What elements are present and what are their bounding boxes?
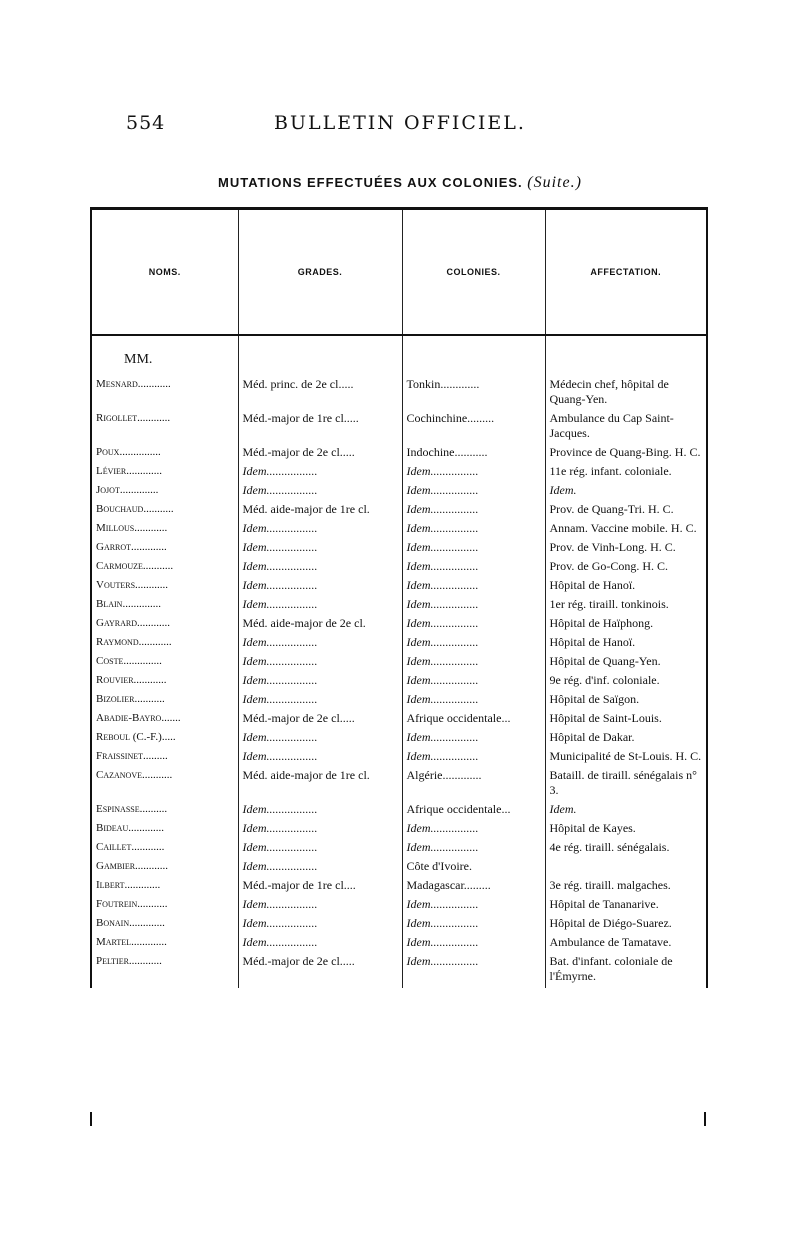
grade-cell: Idem................. [238, 935, 402, 954]
table-row [91, 730, 707, 749]
colony-cell: Côte d'Ivoire. [402, 859, 545, 878]
grade-cell: Idem................. [238, 692, 402, 711]
colony-cell: Idem................ [402, 578, 545, 597]
table-row [91, 916, 707, 935]
table-row [91, 540, 707, 559]
table-row [91, 635, 707, 654]
name-cell: Raymond............ [96, 636, 172, 648]
affectation-cell: Bataill. de tiraill. sénégalais n° 3. [545, 768, 707, 802]
table-row [91, 840, 707, 859]
colony-cell: Idem................ [402, 540, 545, 559]
affectation-cell [545, 859, 707, 878]
name-cell: Blain.............. [96, 598, 161, 610]
name-cell: Peltier............ [96, 955, 162, 967]
affectation-cell: Annam. Vaccine mobile. H. C. [545, 521, 707, 540]
table-row [91, 521, 707, 540]
grade-cell: Idem................. [238, 464, 402, 483]
running-title: BULLETIN OFFICIEL. [274, 112, 526, 134]
table-row [91, 464, 707, 483]
grade-cell: Idem................. [238, 654, 402, 673]
affectation-cell: 4e rég. tiraill. sénégalais. [545, 840, 707, 859]
affectation-cell: Prov. de Vinh-Long. H. C. [545, 540, 707, 559]
grade-cell: Idem................. [238, 749, 402, 768]
grade-cell: Méd.-major de 1re cl.... [238, 878, 402, 897]
column-header-colonies: COLONIES. [402, 209, 545, 336]
colony-cell: Idem................ [402, 916, 545, 935]
mutations-table [90, 207, 708, 988]
mm-row [91, 335, 707, 377]
affectation-cell: Hôpital de Haïphong. [545, 616, 707, 635]
table-row [91, 673, 707, 692]
mm-label: MM. [124, 352, 153, 367]
section-title-suite: (Suite.) [527, 174, 582, 191]
table-row [91, 445, 707, 464]
colony-cell: Idem................ [402, 502, 545, 521]
colony-cell: Idem................ [402, 521, 545, 540]
grade-cell: Idem................. [238, 821, 402, 840]
name-cell: Garrot............. [96, 541, 167, 553]
colony-cell: Idem................ [402, 483, 545, 502]
name-cell: Rigollet............ [96, 412, 171, 424]
table-row [91, 749, 707, 768]
affectation-cell: Prov. de Go-Cong. H. C. [545, 559, 707, 578]
grade-cell: Idem................. [238, 730, 402, 749]
table-row [91, 597, 707, 616]
colony-cell: Idem................ [402, 673, 545, 692]
grade-cell: Méd.-major de 2e cl..... [238, 711, 402, 730]
name-cell: Foutrein........... [96, 898, 168, 910]
grade-cell: Idem................. [238, 859, 402, 878]
affectation-cell: 11e rég. infant. coloniale. [545, 464, 707, 483]
column-header-affectation: AFFECTATION. [545, 209, 707, 336]
name-cell: Abadie-Bayro....... [96, 712, 181, 724]
name-cell: Fraissinet......... [96, 750, 168, 762]
table-row [91, 559, 707, 578]
colony-cell: Afrique occidentale... [402, 711, 545, 730]
name-cell: Gayrard............ [96, 617, 170, 629]
column-header-grades: GRADES. [238, 209, 402, 336]
table-row [91, 654, 707, 673]
table-row [91, 502, 707, 521]
colony-cell: Idem................ [402, 897, 545, 916]
section-title-text: MUTATIONS EFFECTUÉES AUX COLONIES. [218, 175, 523, 190]
affectation-cell: Province de Quang-Bing. H. C. [545, 445, 707, 464]
affectation-cell: 9e rég. d'inf. coloniale. [545, 673, 707, 692]
colony-cell: Idem................ [402, 730, 545, 749]
table-bottom-extension [90, 1112, 706, 1126]
colony-cell: Idem................ [402, 464, 545, 483]
table-row [91, 859, 707, 878]
affectation-cell: Ambulance du Cap Saint-Jacques. [545, 411, 707, 445]
colony-cell: Idem................ [402, 821, 545, 840]
grade-cell: Idem................. [238, 916, 402, 935]
column-header-noms: NOMS. [91, 209, 238, 336]
grade-cell: Idem................. [238, 521, 402, 540]
name-cell: Vouters............ [96, 579, 169, 591]
name-cell: Jojot.............. [96, 484, 159, 496]
table-header-row [91, 209, 707, 336]
name-cell: Bideau............. [96, 822, 164, 834]
table-row [91, 935, 707, 954]
grade-cell: Idem................. [238, 673, 402, 692]
page-header [0, 112, 800, 142]
grade-cell: Méd.-major de 2e cl..... [238, 954, 402, 988]
grade-cell: Idem................. [238, 578, 402, 597]
affectation-cell: Idem. [545, 483, 707, 502]
table-row [91, 711, 707, 730]
colony-cell: Idem................ [402, 635, 545, 654]
colony-cell: Tonkin............. [402, 377, 545, 411]
affectation-cell: Idem. [545, 802, 707, 821]
affectation-cell: Hôpital de Hanoï. [545, 635, 707, 654]
name-cell: Lévier............. [96, 465, 163, 477]
grade-cell: Méd. aide-major de 1re cl. [238, 502, 402, 521]
grade-cell: Méd. aide-major de 1re cl. [238, 768, 402, 802]
table-row [91, 377, 707, 411]
section-title [0, 174, 800, 192]
name-cell: Ilbert............. [96, 879, 161, 891]
table-body [91, 335, 707, 988]
page-number: 554 [126, 112, 166, 134]
name-cell: Reboul (C.-F.)..... [96, 731, 176, 743]
colony-cell: Algérie............. [402, 768, 545, 802]
name-cell: Bouchaud........... [96, 503, 174, 515]
table-row [91, 483, 707, 502]
table-row [91, 578, 707, 597]
name-cell: Caillet............ [96, 841, 165, 853]
affectation-cell: Hôpital de Tananarive. [545, 897, 707, 916]
colony-cell: Idem................ [402, 654, 545, 673]
colony-cell: Cochinchine......... [402, 411, 545, 445]
grade-cell: Idem................. [238, 635, 402, 654]
grade-cell: Méd. aide-major de 2e cl. [238, 616, 402, 635]
colony-cell: Afrique occidentale... [402, 802, 545, 821]
table-row [91, 411, 707, 445]
name-cell: Coste.............. [96, 655, 162, 667]
affectation-cell: Hôpital de Quang-Yen. [545, 654, 707, 673]
affectation-cell: Municipalité de St-Louis. H. C. [545, 749, 707, 768]
table-row [91, 821, 707, 840]
table-row [91, 878, 707, 897]
grade-cell: Idem................. [238, 802, 402, 821]
affectation-cell: Hôpital de Hanoï. [545, 578, 707, 597]
name-cell: Carmouze........... [96, 560, 174, 572]
grade-cell: Idem................. [238, 597, 402, 616]
grade-cell: Idem................. [238, 483, 402, 502]
name-cell: Millous............ [96, 522, 168, 534]
table-row [91, 897, 707, 916]
name-cell: Bonain............. [96, 917, 165, 929]
colony-cell: Idem................ [402, 954, 545, 988]
colony-cell: Idem................ [402, 597, 545, 616]
table-row [91, 692, 707, 711]
grade-cell: Méd. princ. de 2e cl..... [238, 377, 402, 411]
affectation-cell: Prov. de Quang-Tri. H. C. [545, 502, 707, 521]
affectation-cell: Hôpital de Saïgon. [545, 692, 707, 711]
name-cell: Martel............. [96, 936, 167, 948]
name-cell: Gambier............ [96, 860, 169, 872]
affectation-cell: Bat. d'infant. coloniale de l'Émyrne. [545, 954, 707, 988]
grade-cell: Méd.-major de 1re cl..... [238, 411, 402, 445]
name-cell: Bizolier........... [96, 693, 165, 705]
name-cell: Mesnard............ [96, 378, 171, 390]
affectation-cell: Médecin chef, hôpital de Quang-Yen. [545, 377, 707, 411]
grade-cell: Idem................. [238, 559, 402, 578]
grade-cell: Idem................. [238, 840, 402, 859]
name-cell: Cazanove........... [96, 769, 173, 781]
affectation-cell: Hôpital de Saint-Louis. [545, 711, 707, 730]
colony-cell: Idem................ [402, 692, 545, 711]
colony-cell: Idem................ [402, 749, 545, 768]
colony-cell: Idem................ [402, 616, 545, 635]
table-row [91, 768, 707, 802]
colony-cell: Indochine........... [402, 445, 545, 464]
grade-cell: Méd.-major de 2e cl..... [238, 445, 402, 464]
affectation-cell: 3e rég. tiraill. malgaches. [545, 878, 707, 897]
affectation-cell: 1er rég. tiraill. tonkinois. [545, 597, 707, 616]
colony-cell: Idem................ [402, 935, 545, 954]
name-cell: Rouvier............ [96, 674, 167, 686]
name-cell: Poux............... [96, 446, 161, 458]
affectation-cell: Ambulance de Tamatave. [545, 935, 707, 954]
colony-cell: Idem................ [402, 840, 545, 859]
colony-cell: Idem................ [402, 559, 545, 578]
table-row [91, 616, 707, 635]
table-row [91, 954, 707, 988]
affectation-cell: Hôpital de Diégo-Suarez. [545, 916, 707, 935]
affectation-cell: Hôpital de Dakar. [545, 730, 707, 749]
colony-cell: Madagascar......... [402, 878, 545, 897]
affectation-cell: Hôpital de Kayes. [545, 821, 707, 840]
name-cell: Espinasse.......... [96, 803, 168, 815]
grade-cell: Idem................. [238, 897, 402, 916]
grade-cell: Idem................. [238, 540, 402, 559]
table-row [91, 802, 707, 821]
